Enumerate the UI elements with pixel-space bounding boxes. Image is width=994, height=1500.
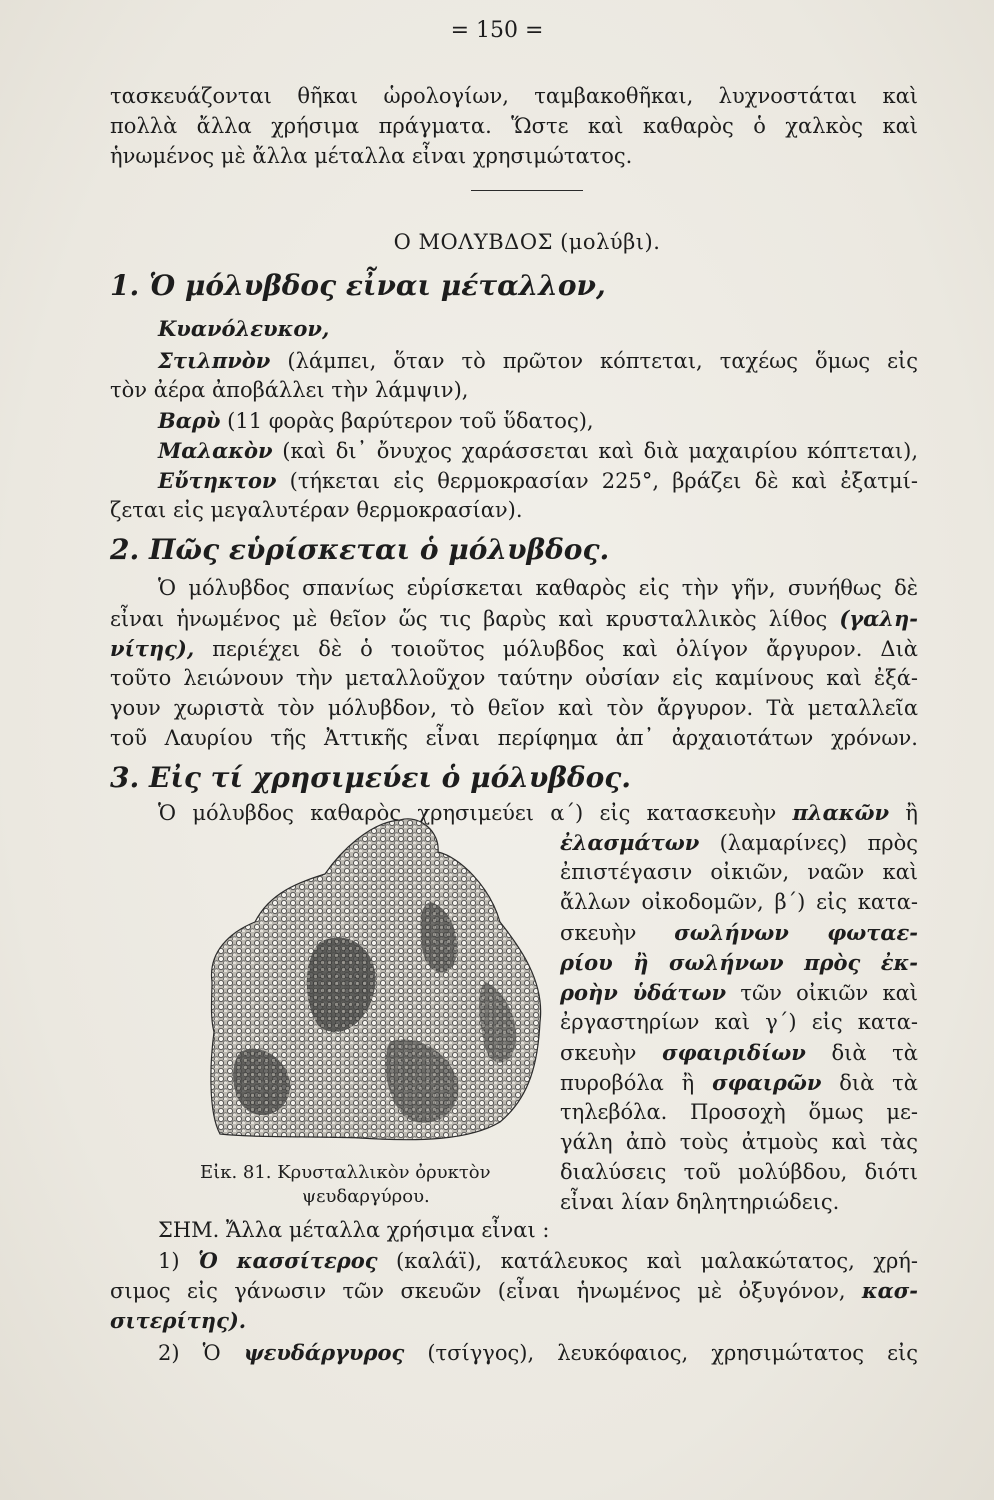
section-1-heading: 1. Ὁ μόλυβδος εἶναι μέταλλον, xyxy=(110,269,606,302)
intro-line-3: ἡνωμένος μὲ ἄλλα μέταλλα εἶναι χρησιμώτατος. xyxy=(110,144,633,168)
section-2-line-6: τοῦ Λαυρίου τῆς Ἀττικῆς εἶναι περίφημα ἀπ᾽ ἀρχαιοτάτων χρόνων. xyxy=(110,726,918,750)
term-solinon: σωλήνων φωταε- xyxy=(674,920,918,945)
column-line: ἐπιστέγασιν οἰκιῶν, ναῶν καὶ xyxy=(560,860,918,884)
text-run: (καλάϊ), κατάλευκος καὶ μαλακώτατος, χρή- xyxy=(396,1249,918,1273)
column-line xyxy=(560,922,918,944)
column-line: εἶναι λίαν δηλητηριώδεις. xyxy=(560,1190,840,1214)
property-term: Μαλακὸν xyxy=(158,438,273,463)
column-line: ρίου ἢ σωλήνων πρὸς ἐκ- xyxy=(560,950,918,975)
figure-caption: Εἰκ. 81. Κρυσταλλικὸν ὀρυκτὸν xyxy=(200,1162,491,1183)
property-term: Εὔτηκτον xyxy=(158,468,277,493)
text-run: 2) Ὁ xyxy=(158,1341,221,1365)
section-2-heading: 2. Πῶς εὑρίσκεται ὁ μόλυβδος. xyxy=(110,533,610,566)
text-run: διὰ τὰ xyxy=(839,1071,918,1095)
term-psevdargyros: ψευδάργυρος xyxy=(243,1340,405,1365)
column-line: ἄλλων οἰκοδομῶν, β΄) εἰς κατα- xyxy=(560,890,918,914)
column-line xyxy=(560,832,918,854)
term-galinitis: (γαλη- xyxy=(839,606,918,631)
section-2-line-5: γουν χωριστὰ τὸν μόλυβδον, τὸ θεῖον καὶ τὸν ἄργυρον. Τὰ μεταλλεῖα xyxy=(110,696,918,720)
column-line: γάλη ἀπὸ τοὺς ἀτμοὺς καὶ τὰς xyxy=(560,1130,918,1154)
column-line: τηλεβόλα. Προσοχὴ ὅμως με- xyxy=(560,1100,918,1124)
section-2-line-1: Ὁ μόλυβδος σπανίως εὑρίσκεται καθαρὸς εἰς τὴν γῆν, συνήθως δὲ xyxy=(158,576,918,600)
note-line-1 xyxy=(158,1250,918,1272)
column-line: διαλύσεις τοῦ μολύβδου, διότι xyxy=(560,1160,918,1184)
mineral-crystal-figure xyxy=(200,812,548,1144)
column-line: ἐργαστηρίων καὶ γ΄) εἰς κατα- xyxy=(560,1010,918,1034)
property-continuation: ζεται εἰς μεγαλυτέραν θερμοκρασίαν). xyxy=(110,498,523,522)
page-number: = 150 = xyxy=(450,18,544,43)
property-line xyxy=(158,410,594,432)
section-2-line-4: τοῦτο λειώνουν τὴν μεταλλοῦχον ταύτην οὐσίαν εἰς καμίνους καὶ ἐξά- xyxy=(110,666,918,690)
text-run: σκευὴν xyxy=(560,921,637,945)
text-run: πυροβόλα ἢ xyxy=(560,1071,695,1095)
text-run: Ὁ μόλυβδος καθαρὸς χρησιμεύει α΄) εἰς κατασκευὴν xyxy=(158,801,777,825)
text-run: εἶναι ἡνωμένος μὲ θεῖον ὥς τις βαρὺς καὶ κρυσταλλικὸς λίθος xyxy=(110,607,828,631)
term-sfairon: σφαιρῶν xyxy=(712,1070,822,1095)
text-run: σιμος εἰς γάνωσιν τῶν σκευῶν (εἶναι ἡνωμένος μὲ ὀξυγόνον, xyxy=(110,1279,846,1303)
section-divider xyxy=(471,190,583,191)
section-2-line-2 xyxy=(110,608,918,630)
property-term: Στιλπνὸν xyxy=(158,348,271,373)
property-continuation: τὸν ἀέρα ἀποβάλλει τὴν λάμψιν), xyxy=(110,378,469,402)
term-ydaton: ροὴν ὑδάτων xyxy=(560,980,727,1005)
section-2-line-3 xyxy=(110,638,918,660)
property-text: (11 φορὰς βαρύτερον τοῦ ὕδατος), xyxy=(227,409,594,433)
text-run: σκευὴν xyxy=(560,1041,637,1065)
text-run: ἢ xyxy=(905,801,918,825)
property-text: (καὶ δι᾽ ὄνυχος χαράσσεται καὶ διὰ μαχαιρίου κόπτεται), xyxy=(282,439,918,463)
property-term: Κυανόλευκον, xyxy=(158,316,330,341)
intro-line-1: τασκευάζονται θῆκαι ὡρολογίων, ταμβακοθῆκαι, λυχνοστάται καὶ xyxy=(110,84,918,108)
term-sfairidion: σφαιριδίων xyxy=(662,1040,806,1065)
text-run: διὰ τὰ xyxy=(831,1041,918,1065)
term-kassiteros: Ὁ κασσίτερος xyxy=(198,1248,378,1273)
column-line xyxy=(560,1072,918,1094)
note-line-4 xyxy=(158,1342,918,1364)
property-text: (λάμπει, ὅταν τὸ πρῶτον κόπτεται, ταχέως ὅμως εἰς xyxy=(287,349,918,373)
property-line xyxy=(158,350,918,372)
term-kassiteritis: κασ- xyxy=(861,1278,918,1303)
text-run: 1) xyxy=(158,1249,180,1273)
note-line-2 xyxy=(110,1280,918,1302)
section-3-heading: 3. Εἰς τί χρησιμεύει ὁ μόλυβδος. xyxy=(110,761,632,794)
text-run: περιέχει δὲ ὁ τοιοῦτος μόλυβδος καὶ ὀλίγον ἄργυρον. Διὰ xyxy=(212,637,918,661)
intro-line-2: πολλὰ ἄλλα χρήσιμα πράγματα. Ὥστε καὶ καθαρὸς ὁ χαλκὸς καὶ xyxy=(110,114,918,138)
term-elasmaton: ἐλασμάτων xyxy=(560,830,700,855)
property-line xyxy=(158,440,918,462)
figure-caption-cont: ψευδαργύρου. xyxy=(302,1186,430,1207)
text-run: (τσίγγος), λευκόφαιος, χρησιμώτατος εἰς xyxy=(427,1341,919,1365)
property-term: Βαρὺ xyxy=(158,408,221,433)
column-line xyxy=(560,1042,918,1064)
term-galinitis-end: νίτης), xyxy=(110,636,195,661)
term-plakon: πλακῶν xyxy=(792,800,890,825)
text-run: τῶν οἰκιῶν καὶ xyxy=(740,981,918,1005)
note-line-3: σιτερίτης). xyxy=(110,1308,247,1333)
text-run: (λαμαρίνες) πρὸς xyxy=(719,831,918,855)
chapter-title: Ο ΜΟΛΥΒΔΟΣ (μολύβι). xyxy=(393,230,661,254)
property-line xyxy=(158,470,918,492)
column-line xyxy=(560,982,918,1004)
note-heading: ΣΗΜ. Ἄλλα μέταλλα χρήσιμα εἶναι : xyxy=(158,1218,550,1242)
property-text: (τήκεται εἰς θερμοκρασίαν 225°, βράζει δὲ καὶ ἐξατμί- xyxy=(289,469,918,493)
